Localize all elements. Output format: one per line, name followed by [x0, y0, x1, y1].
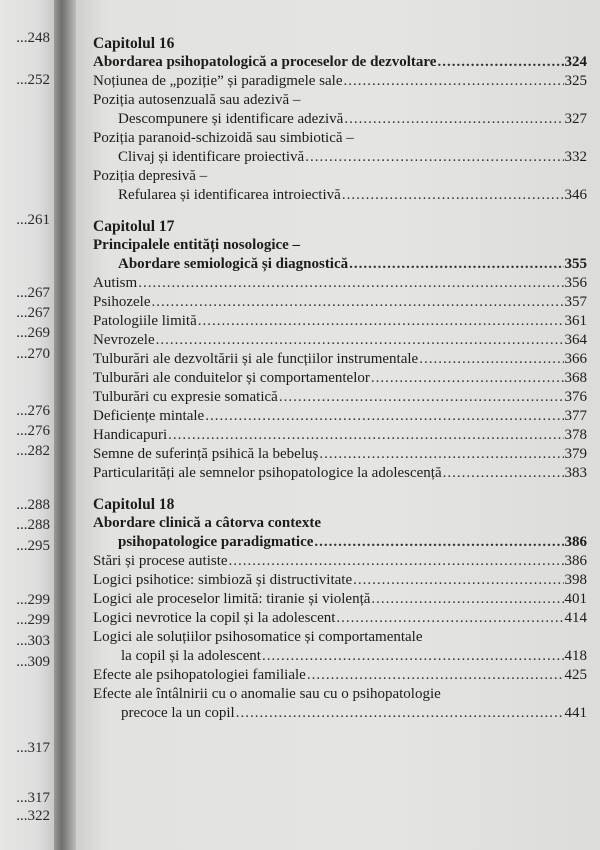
chapter-title-line: Principalele entități nosologice – — [93, 237, 301, 253]
entry-page: 425 — [564, 667, 587, 683]
toc-entry[interactable] — [93, 464, 587, 483]
dot-leader — [344, 110, 563, 129]
toc-entry[interactable] — [93, 552, 587, 571]
entry-title: Abordarea psihopatologică a proceselor de dezvoltare — [93, 54, 437, 70]
dot-leader — [437, 53, 563, 72]
entry-title: Nevrozele — [93, 332, 155, 348]
entry-title: Particularități ale semnelor psihopatologice la adolescență — [93, 465, 442, 481]
dot-leader — [342, 186, 564, 205]
toc-entry[interactable] — [93, 666, 587, 685]
previous-page-number: ...267 — [16, 305, 50, 321]
previous-page-number: ...317 — [16, 740, 50, 756]
entry-title: Deficiențe mintale — [93, 408, 205, 424]
entry-page: 386 — [564, 553, 587, 569]
entry-title: Stări și procese autiste — [93, 553, 228, 569]
dot-leader — [443, 464, 564, 483]
entry-title: Patologiile limită — [93, 313, 197, 329]
previous-page-edge — [0, 0, 54, 850]
entry-title: precoce la un copil — [121, 705, 235, 721]
toc-entry[interactable] — [93, 388, 587, 407]
entry-page: 355 — [564, 256, 587, 272]
entry-page: 379 — [564, 446, 587, 462]
entry-page: 346 — [564, 187, 587, 203]
previous-page-number: ...288 — [16, 517, 50, 533]
dot-leader — [262, 647, 564, 666]
entry-page: 377 — [564, 408, 587, 424]
previous-page-number: ...303 — [16, 633, 50, 649]
toc-entry[interactable] — [93, 407, 587, 426]
chapter-18 — [93, 495, 587, 723]
entry-title: Tulburări cu expresie somatică — [93, 389, 278, 405]
entry-page: 366 — [564, 351, 587, 367]
dot-leader — [314, 533, 563, 552]
table-of-contents-page — [76, 0, 600, 850]
previous-page-number: ...288 — [16, 497, 50, 513]
chapter-entries — [93, 274, 587, 483]
entry-title: Psihozele — [93, 294, 151, 310]
chapter-title-line: Abordare clinică a câtorva contexte — [93, 515, 321, 531]
toc-entry[interactable] — [93, 148, 587, 167]
toc-entry[interactable] — [93, 445, 587, 464]
entry-title: Efecte ale psihopatologiei familiale — [93, 667, 306, 683]
entry-page: 376 — [564, 389, 587, 405]
dot-leader — [371, 369, 564, 388]
dot-leader — [349, 255, 563, 274]
toc-entry[interactable] — [93, 647, 587, 666]
entry-title: Logici nevrotice la copil și la adolescent — [93, 610, 336, 626]
entry-page: 357 — [564, 294, 587, 310]
entry-title: Logici psihotice: simbioză și distructivitate — [93, 572, 353, 588]
toc-entry[interactable] — [93, 274, 587, 293]
previous-page-number: ...248 — [16, 30, 50, 46]
entry-title: Refularea și identificarea introiectivă — [118, 187, 341, 203]
toc-entry[interactable] — [93, 704, 587, 723]
toc-entry-line: Poziția autosenzuală sau adezivă – — [93, 92, 301, 108]
entry-title: Abordare semiologică și diagnostică — [118, 256, 349, 272]
previous-page-number: ...261 — [16, 212, 50, 228]
chapter-main-entry[interactable] — [93, 255, 587, 274]
toc-entry[interactable] — [93, 369, 587, 388]
previous-page-number: ...299 — [16, 612, 50, 628]
dot-leader — [353, 571, 563, 590]
toc-entry[interactable] — [93, 426, 587, 445]
entry-title: Noțiunea de „poziție” și paradigmele sale — [93, 73, 343, 89]
table-of-contents — [93, 34, 587, 723]
entry-title: Descompunere și identificare adezivă — [118, 111, 344, 127]
entry-page: 401 — [564, 591, 587, 607]
chapter-main-entry[interactable] — [93, 53, 587, 72]
toc-entry[interactable] — [93, 293, 587, 312]
toc-entry-line: Poziția depresivă – — [93, 168, 208, 184]
chapter-main-entry[interactable] — [93, 533, 587, 552]
entry-title: Clivaj și identificare proiectivă — [118, 149, 305, 165]
previous-page-number: ...252 — [16, 72, 50, 88]
chapter-label: Capitolul 18 — [93, 496, 175, 513]
entry-page: 332 — [564, 149, 587, 165]
previous-page-number: ...276 — [16, 423, 50, 439]
toc-entry[interactable] — [93, 312, 587, 331]
entry-title: Semne de suferință psihică la bebeluș — [93, 446, 319, 462]
dot-leader — [305, 148, 563, 167]
toc-entry-line: Efecte ale întâlnirii cu o anomalie sau cu o psihopatologie — [93, 686, 441, 702]
toc-entry-line: Poziția paranoid-schizoidă sau simbiotică – — [93, 130, 354, 146]
dot-leader — [152, 293, 564, 312]
entry-page: 327 — [564, 111, 587, 127]
dot-leader — [205, 407, 563, 426]
entry-page: 418 — [564, 648, 587, 664]
dot-leader — [229, 552, 564, 571]
entry-page: 441 — [564, 705, 587, 721]
entry-title: Autism — [93, 275, 138, 291]
chapter-17 — [93, 217, 587, 483]
toc-entry-line: Logici ale soluțiilor psihosomatice și comportamentale — [93, 629, 423, 645]
toc-entry[interactable] — [93, 590, 587, 609]
previous-page-number: ...267 — [16, 285, 50, 301]
entry-page: 356 — [564, 275, 587, 291]
previous-page-number: ...295 — [16, 538, 50, 554]
entry-page: 386 — [564, 534, 587, 550]
chapter-label: Capitolul 16 — [93, 35, 175, 52]
chapter-16 — [93, 34, 587, 205]
dot-leader — [236, 704, 564, 723]
toc-entry[interactable] — [93, 110, 587, 129]
dot-leader — [343, 72, 563, 91]
dot-leader — [371, 590, 563, 609]
dot-leader — [319, 445, 563, 464]
dot-leader — [156, 331, 564, 350]
entry-title: Handicapuri — [93, 427, 168, 443]
toc-entry[interactable] — [93, 350, 587, 369]
entry-page: 378 — [564, 427, 587, 443]
dot-leader — [336, 609, 563, 628]
chapter-entries — [93, 552, 587, 723]
entry-title: psihopatologice paradigmatice — [118, 534, 314, 550]
entry-title: Tulburări ale conduitelor și comportamentelor — [93, 370, 370, 386]
previous-page-number: ...269 — [16, 325, 50, 341]
previous-page-number: ...322 — [16, 808, 50, 824]
entry-page: 414 — [564, 610, 587, 626]
dot-leader — [307, 666, 564, 685]
entry-page: 398 — [564, 572, 587, 588]
toc-entry[interactable] — [93, 72, 587, 91]
entry-title: Tulburări ale dezvoltării și ale funcțiilor instrumentale — [93, 351, 419, 367]
dot-leader — [138, 274, 563, 293]
entry-title: la copil și la adolescent — [121, 648, 261, 664]
entry-title: Logici ale proceselor limită: tiranie și violență — [93, 591, 371, 607]
entry-page: 324 — [564, 54, 587, 70]
dot-leader — [419, 350, 563, 369]
toc-entry[interactable] — [93, 571, 587, 590]
book-gutter — [54, 0, 76, 850]
previous-page-number: ...282 — [16, 443, 50, 459]
dot-leader — [168, 426, 563, 445]
previous-page-number: ...309 — [16, 654, 50, 670]
entry-page: 364 — [564, 332, 587, 348]
previous-page-number: ...276 — [16, 403, 50, 419]
toc-entry[interactable] — [93, 331, 587, 350]
toc-entry[interactable] — [93, 609, 587, 628]
entry-page: 361 — [564, 313, 587, 329]
entry-page: 383 — [564, 465, 587, 481]
previous-page-number: ...317 — [16, 790, 50, 806]
dot-leader — [279, 388, 564, 407]
previous-page-number: ...299 — [16, 592, 50, 608]
toc-entry[interactable] — [93, 186, 587, 205]
entry-page: 368 — [564, 370, 587, 386]
dot-leader — [198, 312, 564, 331]
chapter-label: Capitolul 17 — [93, 218, 175, 235]
previous-page-number: ...270 — [16, 346, 50, 362]
entry-page: 325 — [564, 73, 587, 89]
